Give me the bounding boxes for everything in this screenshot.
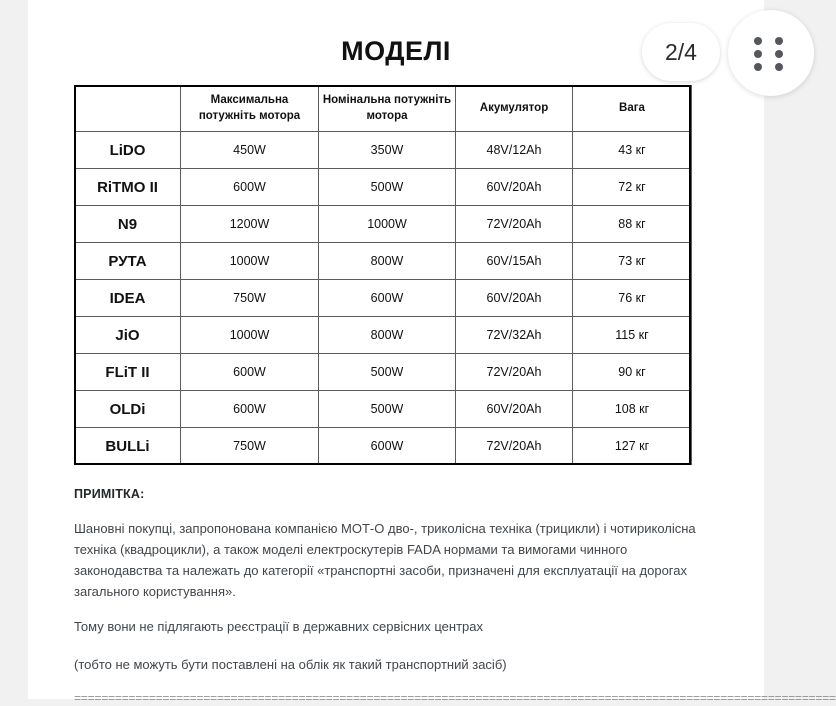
- cell-weight: 73 кг: [573, 243, 692, 280]
- note-divider: ================================================================================================================: [74, 692, 836, 706]
- cell-max-power: 600W: [181, 391, 319, 428]
- grid-dot: [775, 63, 783, 71]
- column-header-max-power: Максимальна потужніть мотора: [181, 86, 319, 132]
- cell-max-power: 1200W: [181, 206, 319, 243]
- cell-nominal-power: 600W: [319, 428, 456, 465]
- cell-nominal-power: 1000W: [319, 206, 456, 243]
- cell-model-name: FLiT II: [75, 354, 181, 391]
- cell-model-name: RiTMO II: [75, 169, 181, 206]
- grid-dot: [775, 37, 783, 45]
- cell-nominal-power: 500W: [319, 391, 456, 428]
- cell-weight: 115 кг: [573, 317, 692, 354]
- grid-dot: [754, 63, 762, 71]
- cell-max-power: 600W: [181, 169, 319, 206]
- grid-dot: [754, 50, 762, 58]
- document-page: [28, 0, 836, 706]
- cell-model-name: JiO: [75, 317, 181, 354]
- cell-max-power: 750W: [181, 428, 319, 465]
- grid-menu-button[interactable]: [728, 10, 814, 96]
- grid-dots-icon: [754, 37, 788, 69]
- cell-weight: 88 кг: [573, 206, 692, 243]
- cell-nominal-power: 600W: [319, 280, 456, 317]
- cell-max-power: 1000W: [181, 317, 319, 354]
- table-row: [75, 206, 692, 243]
- column-header-battery: Акумулятор: [456, 86, 573, 132]
- cell-model-name: LiDO: [75, 132, 181, 169]
- cell-weight: 108 кг: [573, 391, 692, 428]
- cell-battery: 60V/20Ah: [456, 280, 573, 317]
- cell-weight: 127 кг: [573, 428, 692, 465]
- models-table: [74, 85, 692, 465]
- cell-model-name: BULLi: [75, 428, 181, 465]
- cell-nominal-power: 350W: [319, 132, 456, 169]
- cell-weight: 43 кг: [573, 132, 692, 169]
- cell-max-power: 750W: [181, 280, 319, 317]
- cell-weight: 76 кг: [573, 280, 692, 317]
- table-row: [75, 169, 692, 206]
- cell-weight: 90 кг: [573, 354, 692, 391]
- cell-model-name: OLDi: [75, 391, 181, 428]
- note-paragraph-clarification: (тобто не можуть бути поставлені на облік як такий транспортний засіб): [74, 657, 507, 673]
- column-header-nominal-power: Номінальна потужніть мотора: [319, 86, 456, 132]
- cell-battery: 60V/20Ah: [456, 391, 573, 428]
- cell-battery: 48V/12Ah: [456, 132, 573, 169]
- table-row: [75, 243, 692, 280]
- cell-max-power: 1000W: [181, 243, 319, 280]
- table-header-row: [75, 86, 692, 132]
- note-block: [74, 487, 836, 706]
- cell-battery: 60V/15Ah: [456, 243, 573, 280]
- table-row: [75, 132, 692, 169]
- cell-nominal-power: 800W: [319, 243, 456, 280]
- table-row: [75, 280, 692, 317]
- grid-dot: [775, 50, 783, 58]
- table-row: [75, 317, 692, 354]
- cell-max-power: 600W: [181, 354, 319, 391]
- page-title: МОДЕЛІ: [341, 36, 451, 66]
- table-row: [75, 391, 692, 428]
- cell-model-name: РУТА: [75, 243, 181, 280]
- note-paragraph-main: Шановні покупці, запропонована компанією МОТ-О дво-, триколісна техніка (трицикли) і чотириколісна техніка (квадроцикли), а також моделі електроскутерів FADA нормами та вимогами чинного законодавства та належать до категорії «транспортні засоби, призначені для експлуатації на дорогах загального користування».: [74, 521, 696, 600]
- note-paragraph-registration: Тому вони не підлягають реєстрації в державних сервісних центрах: [74, 619, 483, 635]
- column-header-model: [75, 86, 181, 132]
- cell-battery: 72V/20Ah: [456, 354, 573, 391]
- cell-nominal-power: 800W: [319, 317, 456, 354]
- table-row: [75, 354, 692, 391]
- table-row: [75, 428, 692, 465]
- cell-battery: 72V/20Ah: [456, 206, 573, 243]
- cell-battery: 72V/32Ah: [456, 317, 573, 354]
- cell-model-name: N9: [75, 206, 181, 243]
- cell-battery: 72V/20Ah: [456, 428, 573, 465]
- page-indicator: 2/4: [642, 23, 720, 81]
- note-heading: ПРИМІТКА:: [74, 487, 145, 501]
- cell-max-power: 450W: [181, 132, 319, 169]
- column-header-weight: Вага: [573, 86, 692, 132]
- cell-nominal-power: 500W: [319, 169, 456, 206]
- cell-model-name: IDEA: [75, 280, 181, 317]
- grid-dot: [754, 37, 762, 45]
- cell-weight: 72 кг: [573, 169, 692, 206]
- cell-battery: 60V/20Ah: [456, 169, 573, 206]
- cell-nominal-power: 500W: [319, 354, 456, 391]
